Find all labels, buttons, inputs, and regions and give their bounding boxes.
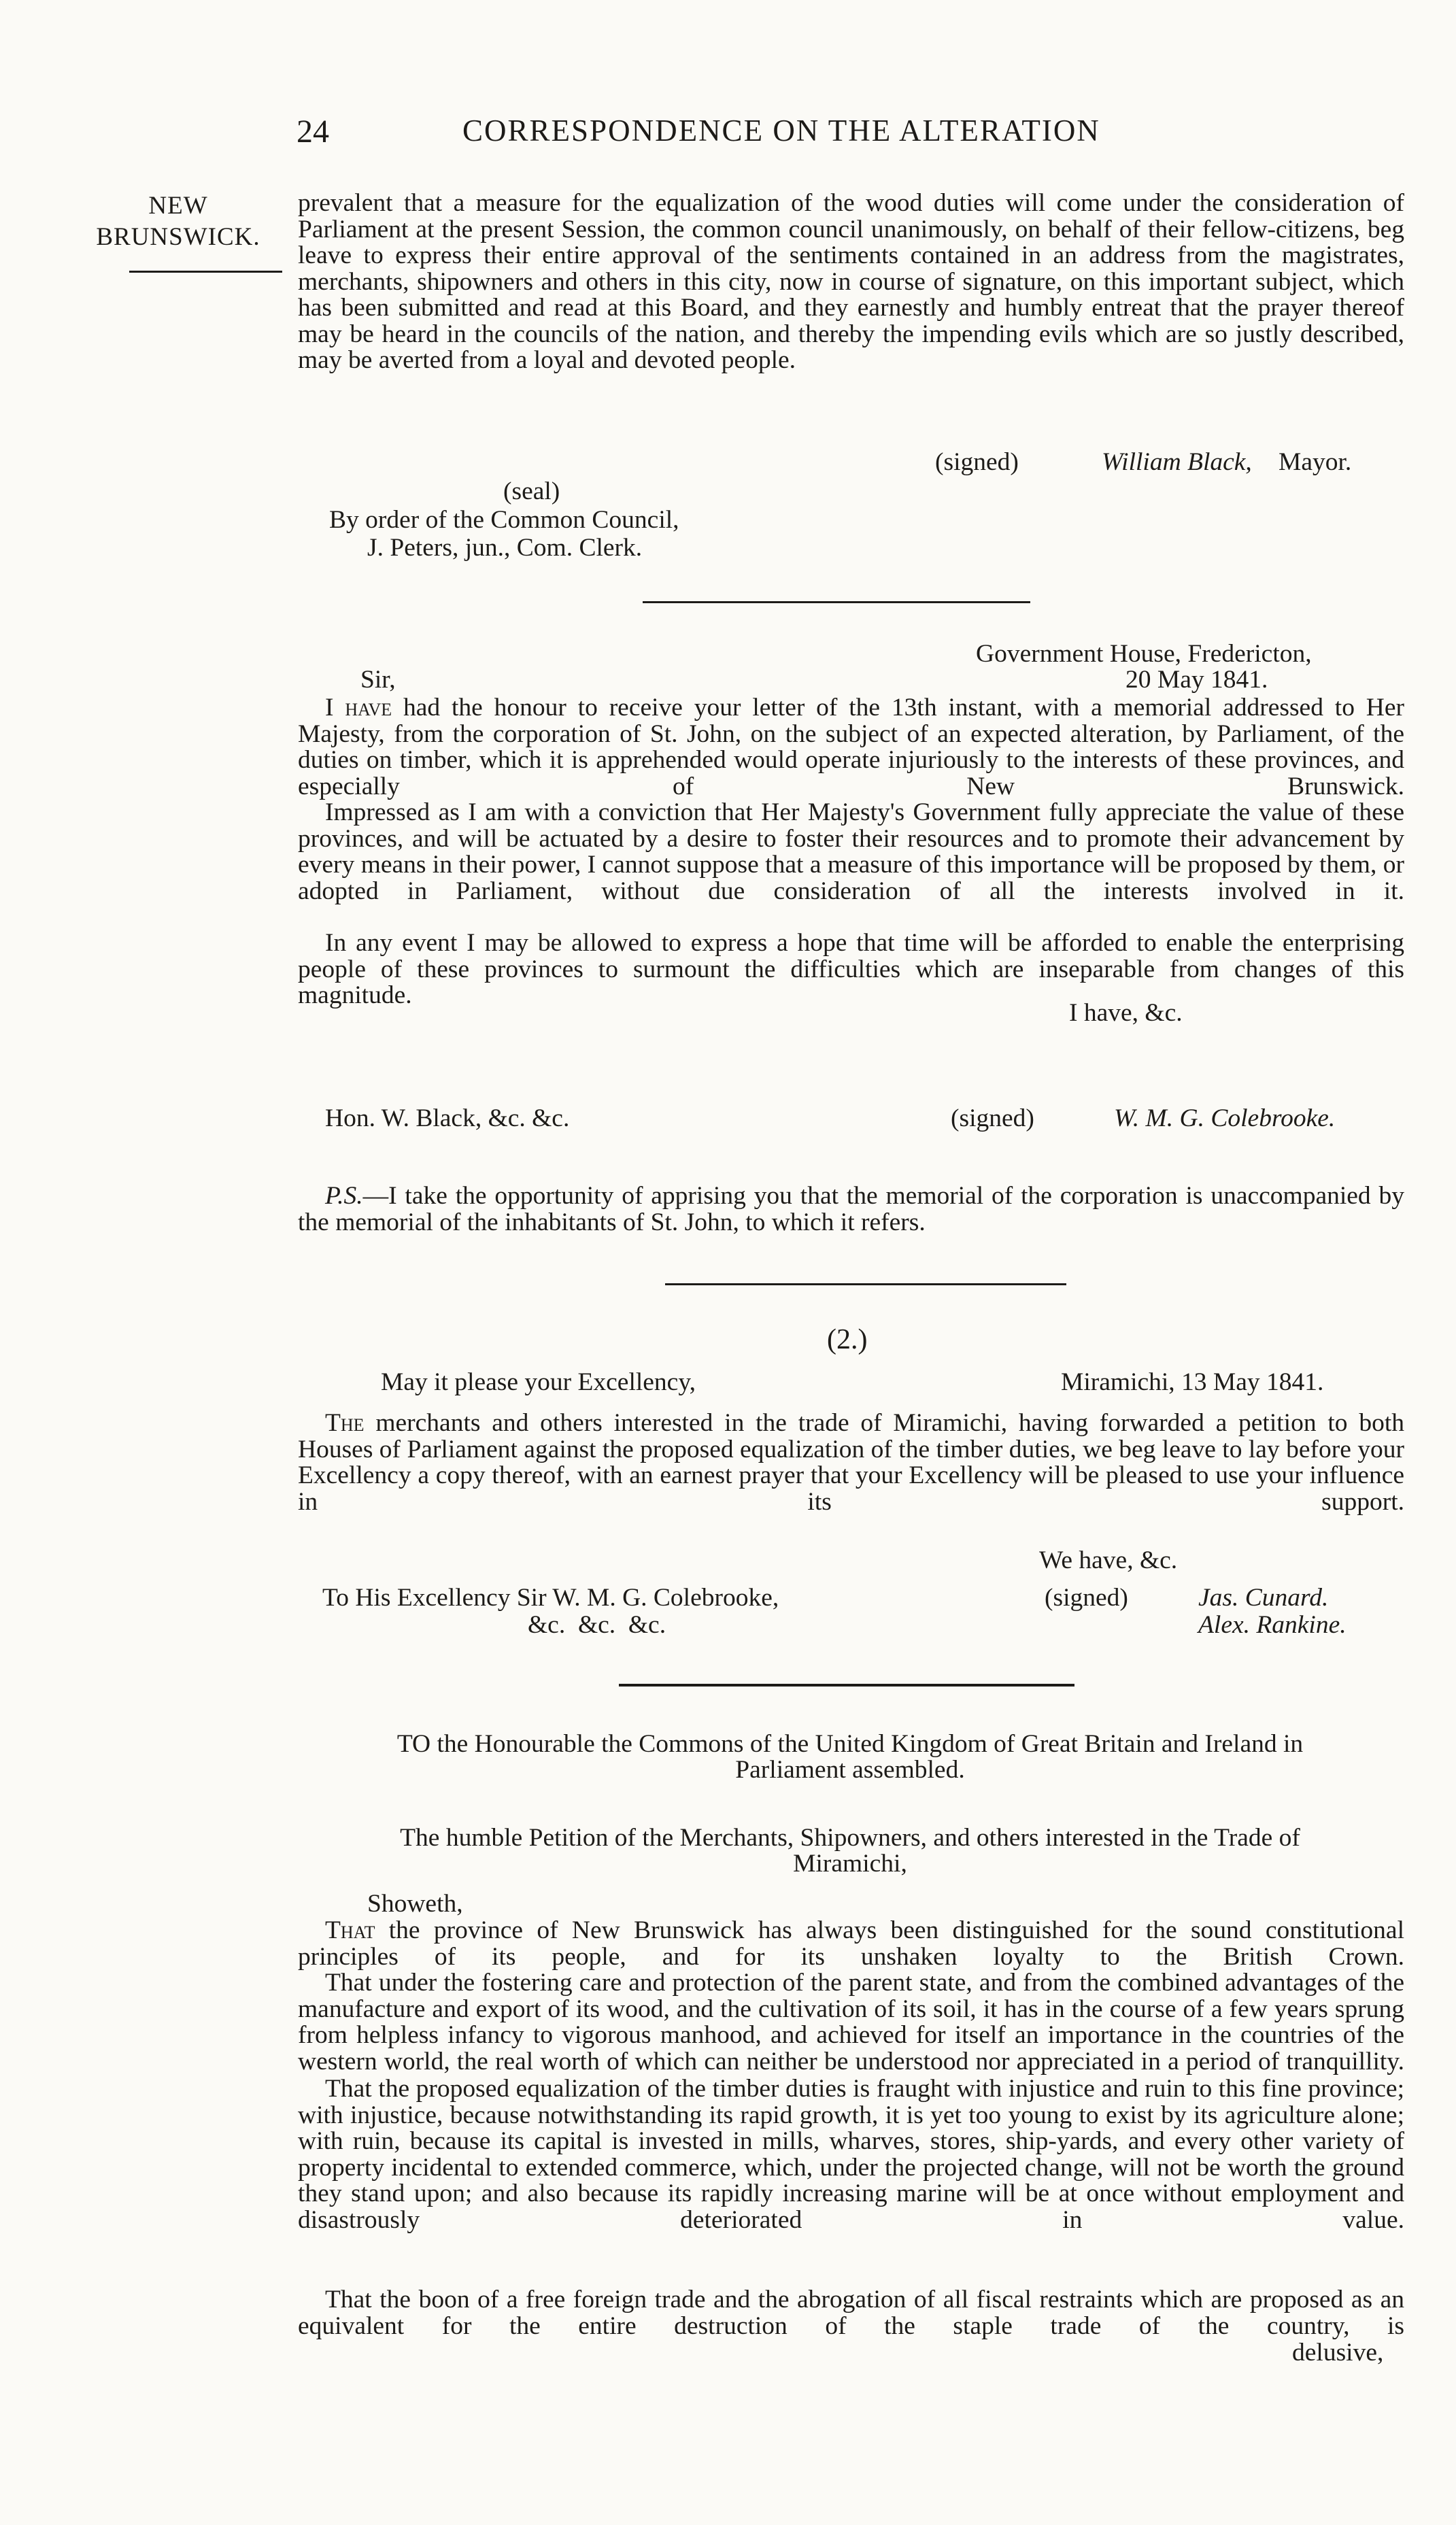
- miramichi-letter-closing: We have, &c.: [1039, 1546, 1178, 1574]
- petition-subheading: [272, 1825, 1428, 1877]
- governor-letter-date: 20 May 1841.: [1125, 666, 1268, 694]
- council-signer-title: Mayor.: [1279, 448, 1352, 476]
- miramichi-signer-2: Alex. Rankine.: [1198, 1611, 1347, 1639]
- petition-lead: That: [325, 1916, 375, 1944]
- council-signer: William Black,: [1102, 448, 1252, 476]
- governor-letter-paragraph-2: Impressed as I am with a conviction that Her Majesty's Government fully appreciate the value of these provinces, and will be actuated by a desire to foster their resources and to promote their advancement by every means in their power, I cannot suppose that a measure of this importance will be proposed by them, or adopted in Parliament, without due consideration of all the interests involved in it.: [298, 798, 1404, 905]
- petition-p1-text: the province of New Brunswick has always been distinguished for the sound constitutional principles of its people, and for its unshaken loyalty to the British Crown.: [298, 1916, 1404, 1971]
- section-rule: [665, 1283, 1066, 1285]
- miramichi-letter-paragraph: [298, 1410, 1404, 1515]
- postscript-lead: P.S.: [325, 1182, 363, 1210]
- council-signed-label: (signed): [935, 448, 1019, 476]
- governor-letter-place: Government House, Fredericton,: [976, 640, 1312, 668]
- petition-subheading-line2: Miramichi,: [793, 1850, 907, 1878]
- running-header: [0, 113, 1456, 154]
- miramichi-signer-1: Jas. Cunard.: [1198, 1584, 1329, 1612]
- section-rule: [619, 1684, 1074, 1687]
- petition-heading-line2: Parliament assembled.: [735, 1756, 965, 1784]
- catchword: delusive,: [1292, 2339, 1384, 2367]
- governor-letter-paragraph-1: [298, 695, 1404, 800]
- miramichi-letter-salutation: May it please your Excellency,: [381, 1368, 696, 1396]
- governor-letter-lead: I have: [325, 694, 392, 722]
- margin-note-line2: BRUNSWICK.: [96, 223, 260, 251]
- section-rule: [643, 601, 1030, 603]
- postscript-text: —I take the opportunity of apprising you that the memorial of the corporation is unaccompanied by the memorial of the inhabitants of St. John, to which it refers.: [298, 1182, 1404, 1236]
- margin-note-line1: NEW: [148, 192, 208, 220]
- governor-letter-postscript: [298, 1183, 1404, 1236]
- page-number: 24: [297, 114, 329, 150]
- miramichi-signed-label: (signed): [1045, 1584, 1128, 1612]
- petition-paragraph-1: [298, 1918, 1404, 1970]
- miramichi-letter-lead: The: [325, 1409, 365, 1437]
- miramichi-letter-p1-text: merchants and others interested in the trade of Miramichi, having forwarded a petition to both Houses of Parliament against the proposed equalization of the timber duties, we beg leave to lay before your Excellency a copy thereof, with an earnest prayer that your Excellency will be pleased to use your influence in its support.: [298, 1409, 1404, 1516]
- miramichi-letter-addressee-1: To His Excellency Sir W. M. G. Colebrooke,: [322, 1584, 779, 1612]
- petition-heading: [272, 1731, 1428, 1783]
- governor-letter-paragraph-3: In any event I may be allowed to express a hope that time will be afforded to enable the enterprising people of these provinces to surmount the difficulties which are inseparable from changes of this magnitude.: [298, 929, 1404, 1009]
- governor-letter-salutation: Sir,: [360, 666, 396, 694]
- governor-letter-closing: I have, &c.: [1069, 999, 1183, 1027]
- governor-letter-addressee: Hon. W. Black, &c. &c.: [325, 1104, 570, 1132]
- petition-paragraph-3: That the proposed equalization of the timber duties is fraught with injustice and ruin to this fine province; with injustice, because notwithstanding its rapid growth, it is yet too young to exist by its agriculture alone; with ruin, because its capital is invested in mills, wharves, stores, ship-yards, and every other variety of property incidental to extended commerce, which, under the projected change, will not be worth the ground they stand upon; and also because its rapidly increasing marine will be at once without employment and disastrously deteriorated in value.: [298, 2075, 1404, 2234]
- governor-letter-p1-text: had the honour to receive your letter of the 13th instant, with a memorial addressed to Her Majesty, from the corporation of St. John, on the subject of an expected alteration, by Parliament, of the duties on timber, which it is apprehended would operate injuriously to the interests of these provinces, and especially of New Brunswick.: [298, 694, 1404, 800]
- running-title: CORRESPONDENCE ON THE ALTERATION: [462, 114, 1100, 148]
- margin-note: [83, 190, 273, 253]
- petition-heading-line1: TO the Honourable the Commons of the United Kingdom of Great Britain and Ireland in: [396, 1730, 1304, 1758]
- petition-paragraph-2: That under the fostering care and protection of the parent state, and from the combined advantages of the manufacture and export of its wood, and the cultivation of its soil, it has in the course of a few years sprung from helpless infancy to vigorous manhood, and achieved for itself an importance in the countries of the western world, the real worth of which can neither be understood nor appreciated in a period of tranquillity.: [298, 1969, 1404, 2075]
- miramichi-letter-addressee-2: &c. &c. &c.: [528, 1611, 666, 1639]
- council-clerk-line: J. Peters, jun., Com. Clerk.: [367, 534, 643, 562]
- council-order-line: By order of the Common Council,: [329, 506, 679, 534]
- council-seal: (seal): [503, 477, 560, 505]
- petition-paragraph-4: That the boon of a free foreign trade and the abrogation of all fiscal restraints which are proposed as an equivalent for the entire destruction of the staple trade of the country, is: [298, 2286, 1404, 2340]
- petition-showeth: Showeth,: [367, 1890, 463, 1918]
- miramichi-letter-place-date: Miramichi, 13 May 1841.: [1061, 1368, 1324, 1396]
- margin-rule: [129, 271, 282, 273]
- petition-subheading-line1: The humble Petition of the Merchants, Shipowners, and others interested in the Trade of: [400, 1824, 1300, 1852]
- governor-signed-label: (signed): [951, 1104, 1034, 1132]
- council-letter-body: prevalent that a measure for the equalization of the wood duties will come under the consideration of Parliament at the present Session, the common council unanimously, on behalf of their fellow-citizens, beg leave to express their entire approval of the sentiments contained in an address from the magistrates, merchants, shipowners and others in this city, now in course of signature, on this important subject, which has been submitted and read at this Board, and they earnestly and humbly entreat that the prayer thereof may be heard in the councils of the nation, and thereby the impending evils which are so justly described, may be averted from a loyal and devoted people.: [298, 189, 1404, 374]
- section-number: (2.): [827, 1324, 868, 1355]
- governor-signer: W. M. G. Colebrooke.: [1114, 1104, 1336, 1132]
